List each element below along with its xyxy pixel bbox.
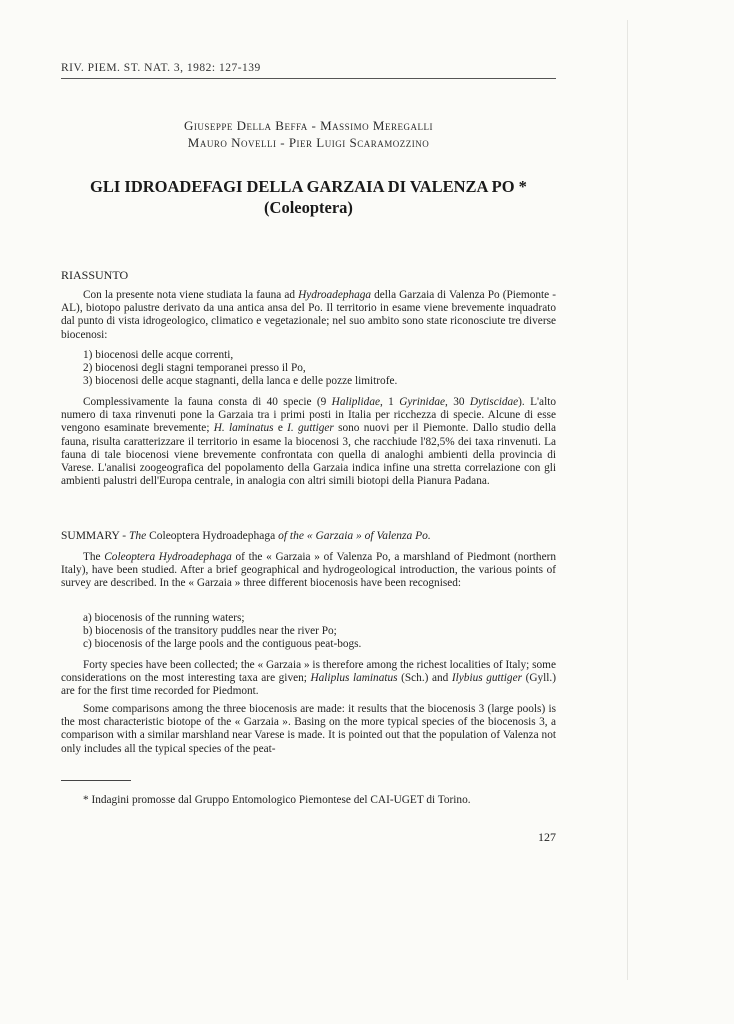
taxon-name: Hydroadephaga bbox=[298, 289, 372, 301]
page-number: 127 bbox=[538, 830, 556, 844]
text-run: Coleoptera Hydroadephaga bbox=[146, 530, 279, 542]
summary-paragraph-1 bbox=[61, 551, 556, 591]
text-run: sono nuovi per il Piemonte. Dallo studio della fauna, risulta caratterizzare il territorio in esame la biocenosi 3, che racchiude l'82,5% dei taxa rinvenuti. La fauna di tale biocenosi viene brevemente confrontata con quella di analoghi ambienti della provincia di Varese. L'analisi zoogeografica del popolamento della Garzaia indica infine una stretta correlazione con gli ambienti palustri dell'Europa centrale, in analogia con altri simili biotopi della Pianura Padana. bbox=[61, 422, 556, 488]
text-run: , 30 bbox=[445, 396, 470, 408]
text-run: The bbox=[83, 551, 105, 563]
text-run: Complessivamente la fauna consta di 40 specie (9 bbox=[83, 396, 332, 408]
riassunto-paragraph-1 bbox=[61, 289, 556, 342]
title-line-2: (Coleoptera) bbox=[264, 198, 353, 217]
taxon-name: Haliplidae bbox=[331, 396, 380, 408]
authors-line-1: Giuseppe Della Beffa - Massimo Meregalli bbox=[184, 118, 433, 133]
text-run: (Sch.) and bbox=[397, 672, 452, 685]
list-item: b) biocenosis of the transitory puddles near the river Po; bbox=[83, 625, 337, 638]
list-item: 1) biocenosi delle acque correnti, bbox=[83, 349, 234, 361]
summary-paragraph-3: Some comparisons among the three biocenosis are made: it results that the biocenosis 3 (large pools) is the most characteristic biotope of the « Garzaia ». Basing on the more typical species of the biocenosis 3, a comparison with a similar marshland near Varese is made. It is pointed out that the population of Valenza not only includes all the typical species of the peat- bbox=[61, 703, 556, 755]
text-run: The bbox=[128, 530, 147, 542]
scan-margin-line bbox=[627, 20, 628, 980]
list-item: 2) biocenosi degli stagni temporanei presso il Po, bbox=[83, 362, 306, 375]
taxon-name: Haliplus laminatus bbox=[310, 672, 398, 685]
text-run: of the « Garzaia » of Valenza Po, a marshland of Piedmont (northern Italy), have been studied. After a brief geographical and hydrogeological introduction, the various points of survey are described. In the « Garzaia » three different biocenosis have been recognised: bbox=[61, 551, 557, 590]
text-run: Forty species have been collected; the « Garzaia » is therefore among the richest localities of Italy; some considerations on the most interesting taxa are given; bbox=[61, 659, 556, 685]
text-run: della Garzaia di Valenza Po (Piemonte - AL), biotopo palustre derivato da una antica ansa del Po. Il territorio in esame viene brevemente inquadrato dal punto di vista idrogeologico, climatico e vegetazionale; nel suo ambito sono state riconosciute tre diverse biocenosi: bbox=[61, 289, 556, 341]
summary-biocenosis-list bbox=[83, 612, 553, 652]
taxon-name: Coleoptera Hydroadephaga bbox=[104, 551, 232, 563]
footnote-rule bbox=[61, 780, 131, 781]
riassunto-paragraph-2 bbox=[61, 396, 556, 488]
summary-paragraph-2 bbox=[61, 659, 556, 699]
summary-heading bbox=[61, 530, 431, 542]
text-run: of the « Garzaia » of Valenza Po. bbox=[278, 530, 431, 542]
taxon-name: I. guttiger bbox=[287, 422, 334, 435]
taxon-name: H. laminatus bbox=[213, 422, 274, 435]
text-run: SUMMARY - bbox=[61, 530, 129, 542]
taxon-name: Gyrinidae bbox=[399, 396, 446, 408]
paper-title bbox=[61, 176, 556, 218]
list-item: 3) biocenosi delle acque stagnanti, della lanca e delle pozze limitrofe. bbox=[83, 375, 398, 388]
taxon-name: Ilybius guttiger bbox=[451, 672, 522, 685]
text-run: (Gyll.) are for the first time recorded for Piedmont. bbox=[61, 672, 557, 698]
journal-header: RIV. PIEM. ST. NAT. 3, 1982: 127-139 bbox=[61, 62, 261, 74]
text-run: Con la presente nota viene studiata la fauna ad bbox=[83, 289, 299, 301]
riassunto-heading: RIASSUNTO bbox=[61, 268, 129, 282]
authors-block bbox=[61, 117, 556, 151]
footnote: * Indagini promosse dal Gruppo Entomologico Piemontese del CAI-UGET di Torino. bbox=[83, 794, 471, 806]
header-rule bbox=[61, 78, 556, 79]
riassunto-biocenosi-list bbox=[83, 349, 553, 389]
list-item: a) biocenosis of the running waters; bbox=[83, 612, 245, 624]
taxon-name: Dytiscidae bbox=[469, 396, 519, 408]
text-run: , 1 bbox=[380, 396, 400, 408]
list-item: c) biocenosis of the large pools and the contiguous peat-bogs. bbox=[83, 638, 362, 651]
text-run: ). L'alto numero di taxa rinvenuti pone la Garzaia tra i primi posti in Italia per ricchezza di specie. Alcune di esse vengono esaminate brevemente; bbox=[61, 396, 556, 435]
text-run: e bbox=[273, 422, 288, 435]
authors-line-2: Mauro Novelli - Pier Luigi Scaramozzino bbox=[187, 135, 430, 150]
title-line-1: GLI IDROADEFAGI DELLA GARZAIA DI VALENZA PO * bbox=[90, 177, 527, 196]
